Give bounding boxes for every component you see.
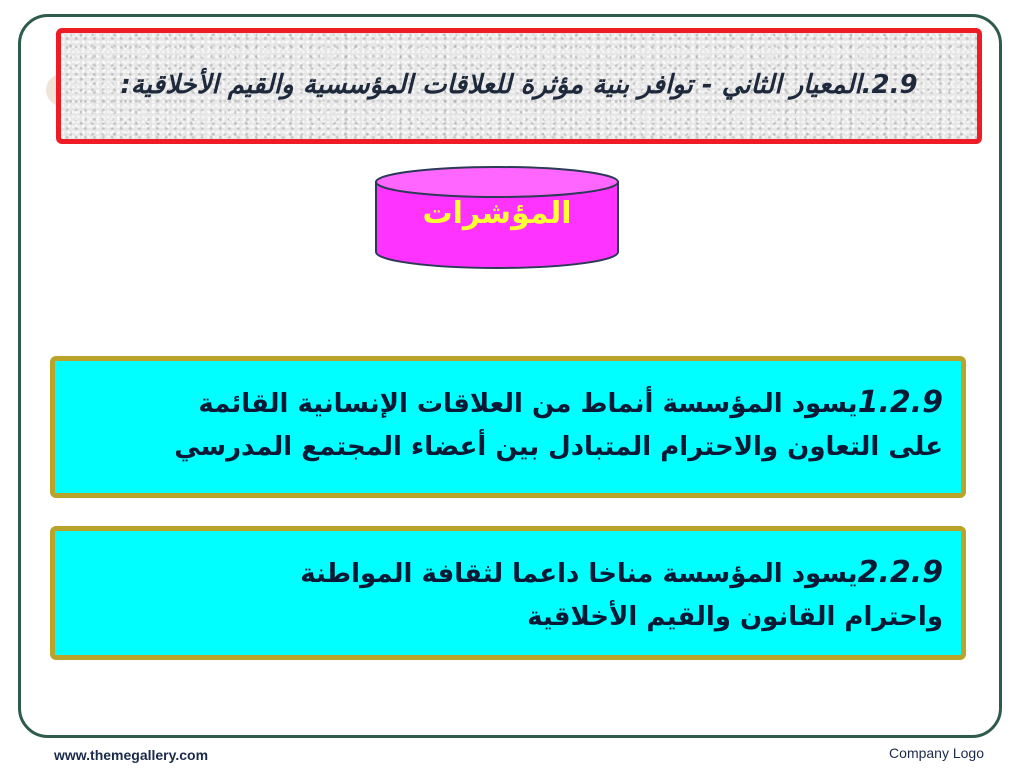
indicator-box-2 (50, 526, 966, 660)
slide-title: 2.9.المعيار الثاني - توافر بنية مؤثرة للعلاقات المؤسسية والقيم الأخلاقية: (120, 70, 918, 101)
indicator-number-1: 1.2.9 (857, 385, 943, 420)
indicators-label: المؤشرات (422, 196, 572, 231)
indicator-line1-1: يسود المؤسسة أنماط من العلاقات الإنسانية القائمة (198, 389, 858, 419)
footer-company-logo: Company Logo (889, 745, 984, 761)
indicator-line2-1: على التعاون والاحترام المتبادل بين أعضاء المجتمع المدرسي (174, 432, 943, 462)
indicator-text-1 (73, 379, 943, 469)
indicator-line1-2: يسود المؤسسة مناخا داعما لثقافة المواطنة (300, 559, 858, 589)
footer-website-link[interactable]: www.themegallery.com (54, 747, 209, 763)
title-box (56, 28, 982, 144)
indicator-box-1 (50, 356, 966, 498)
indicator-line2-2: واحترام القانون والقيم الأخلاقية (527, 602, 943, 632)
indicator-number-2: 2.2.9 (857, 555, 943, 590)
indicator-text-2 (73, 549, 943, 639)
